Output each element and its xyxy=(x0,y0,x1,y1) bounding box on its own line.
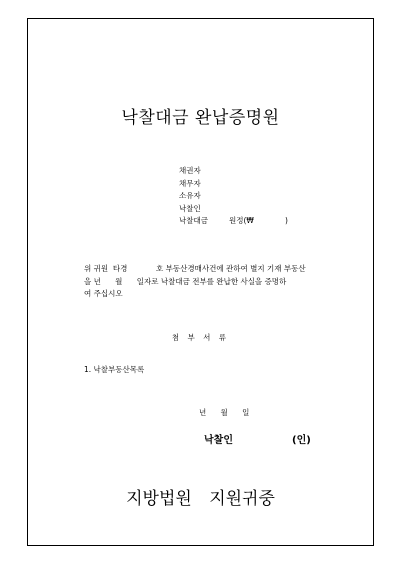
signer-label: 낙찰인 xyxy=(204,435,233,446)
attachment-item: 1. 낙찰부동산목록 xyxy=(84,365,145,374)
body-line: 여 주십시오 xyxy=(84,289,123,299)
owner-label: 소유자 xyxy=(179,191,201,201)
price-label: 낙찰대금 xyxy=(179,216,208,226)
parties-block xyxy=(179,165,288,228)
seal-mark: (인) xyxy=(292,435,311,446)
date-line: 년 월 일 xyxy=(199,408,250,417)
creditor-label: 채권자 xyxy=(179,166,201,175)
bidder-label: 낙찰인 xyxy=(179,203,201,213)
document-page xyxy=(27,18,374,546)
attachments-heading: 첨 부 서 류 xyxy=(171,333,230,342)
document-title: 낙찰대금 완납증명원 xyxy=(121,108,280,128)
body-line: 을 년 월 일자로 낙찰대금 전부를 완납한 사실을 증명하 xyxy=(84,276,287,286)
court-addressee: 지방법원 지원귀중 xyxy=(126,489,275,509)
signer-line xyxy=(204,431,311,446)
debtor-label: 채무자 xyxy=(179,178,201,188)
request-body xyxy=(84,263,384,301)
price-close: ) xyxy=(285,216,288,226)
body-line: 위 귀원 타경 호 부동산경매사건에 관하여 별지 기재 부동산 xyxy=(84,264,306,273)
price-row xyxy=(179,215,288,228)
price-unit: 원정(₩ xyxy=(229,216,254,226)
